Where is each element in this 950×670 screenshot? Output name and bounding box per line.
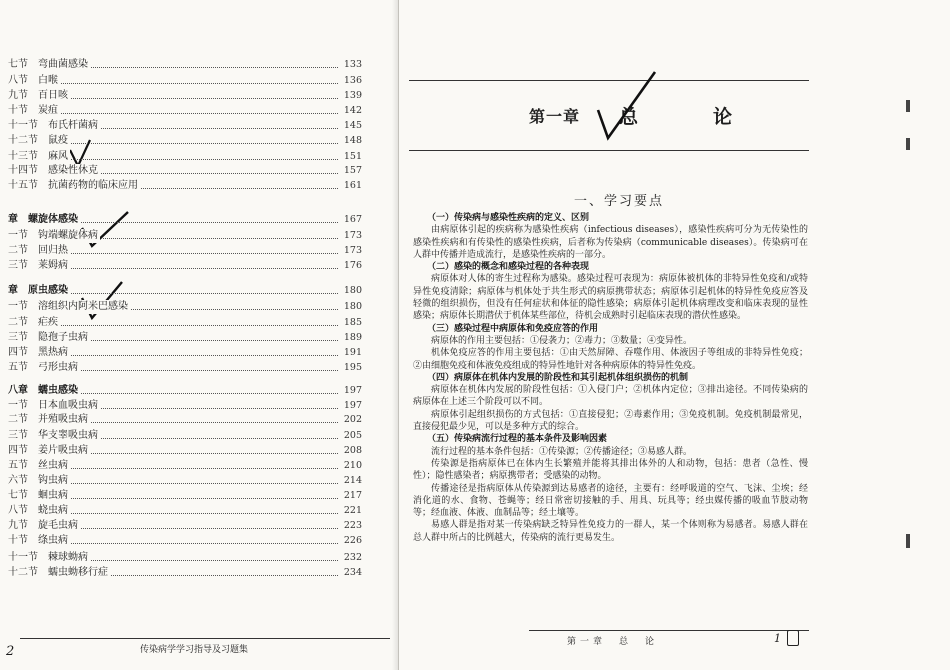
toc-entry-label: 七节 蛔虫病: [8, 490, 68, 501]
toc-entry: [0, 459, 362, 473]
toc-entry-label: 十节 炭疽: [8, 105, 58, 116]
toc-entry-page: 223: [340, 519, 362, 533]
book-title: 传染病学学习指导及习题集: [140, 645, 249, 655]
toc-entry-label: 二节 并殖吸虫病: [8, 414, 88, 425]
left-page-number: 2: [6, 644, 15, 659]
toc-entry: [0, 164, 362, 178]
toc-entry: [0, 74, 362, 88]
toc-entry-label: 五节 弓形虫病: [8, 362, 78, 373]
toc-entry-page: 232: [340, 551, 362, 565]
toc-entry-label: 一节 日本血吸虫病: [8, 400, 98, 411]
toc-entry-page: 217: [340, 489, 362, 503]
toc-entry-label: 十三节 麻风: [8, 151, 68, 162]
footer-rule: [20, 638, 390, 639]
toc-entry-page: 167: [340, 213, 362, 227]
paragraph: 易感人群是指对某一传染病缺乏特异性免疫力的一群人，某一个体则称为易感者。易感人群在总人群中所占的比例越大，传染病的流行更易发生。: [413, 520, 808, 543]
footer-chapter: 第一章 总 论: [567, 637, 659, 647]
toc-entry-label: 十节 绦虫病: [8, 535, 68, 546]
toc-entry-page: 210: [340, 459, 362, 473]
chapter-label: 第一章: [529, 107, 581, 126]
left-page: [0, 0, 399, 670]
section-title: 一、学习要点: [574, 194, 665, 209]
toc-entry: [0, 566, 362, 580]
toc-entry-page: 221: [340, 504, 362, 518]
subsection-heading: （四）病原体在机体内发展的阶段性和其引起机体组织损伤的机制: [427, 372, 689, 383]
toc-entry-label: 一节 溶组织内阿米巴感染: [8, 301, 128, 312]
toc-entry-label: 三节 华支睾吸虫病: [8, 430, 98, 441]
footer-rule: [529, 630, 809, 631]
right-page: [399, 0, 950, 670]
toc-entry-page: 202: [340, 413, 362, 427]
toc-entry-label: 章 螺旋体感染: [8, 214, 78, 225]
toc-entry-label: 三节 隐孢子虫病: [8, 332, 88, 343]
right-page-number: 1: [774, 632, 781, 645]
toc-entry: [0, 346, 362, 360]
toc-entry: [0, 119, 362, 133]
toc-entry: [0, 534, 362, 548]
toc-entry-page: 180: [340, 300, 362, 314]
toc-entry: [0, 134, 362, 148]
toc-entry-page: 234: [340, 566, 362, 580]
right-page-footer: [399, 630, 950, 660]
toc-entry-label: 四节 姜片吸虫病: [8, 445, 88, 456]
toc-entry-page: 173: [340, 229, 362, 243]
toc-entry-page: 205: [340, 429, 362, 443]
toc-entry: [0, 213, 362, 227]
toc-entry-page: 173: [340, 244, 362, 258]
toc-entry: [0, 229, 362, 243]
corner-box: [787, 630, 799, 646]
toc-entry-label: 八节 白喉: [8, 75, 58, 86]
toc-entry: [0, 316, 362, 330]
toc-entry-page: 148: [340, 134, 362, 148]
toc-entry: [0, 331, 362, 345]
left-page-footer: [0, 636, 398, 666]
paragraph: 传染源是指病原体已在体内生长繁殖并能将其排出体外的人和动物，包括：患者（急性、慢性）；隐性感染者；病原携带者；受感染的动物。: [413, 458, 808, 482]
toc-entry-label: 十二节 鼠疫: [8, 135, 68, 146]
toc-entry: [0, 474, 362, 488]
toc-entry-label: 一节 钩端螺旋体病: [8, 230, 98, 241]
toc-entry-page: 197: [340, 399, 362, 413]
toc-entry: [0, 413, 362, 427]
paragraph: 流行过程的基本条件包括：①传染源；②传播途径；③易感人群。: [431, 446, 693, 457]
toc-entry-page: 176: [340, 259, 362, 273]
subsection-heading: （一）传染病与感染性疾病的定义、区别: [427, 213, 590, 223]
toc-entry: [0, 150, 362, 164]
subsection-heading: （五）传染病流行过程的基本条件及影响因素: [427, 434, 608, 445]
toc-entry-label: 十一节 棘球蚴病: [8, 552, 88, 563]
toc-entry-label: 五节 丝虫病: [8, 460, 68, 471]
toc-entry: [0, 58, 362, 72]
toc-entry-label: 三节 莱姆病: [8, 260, 68, 271]
toc-entry: [0, 489, 362, 503]
toc-entry-label: 六节 钩虫病: [8, 475, 68, 486]
toc-entry-page: 191: [340, 346, 362, 360]
toc-entry-page: 189: [340, 331, 362, 345]
paragraph: 传播途径是指病原体从传染源到达易感者的途径，主要有：经呼吸道的空气、飞沫、尘埃；经消化道的水、食物、苍蝇等；经日常密切接触的手、用具、玩具等；经虫媒传播的吸血节肢动物等；经血液、体液、血制品等；经土壤等。: [413, 483, 808, 519]
toc-entry: [0, 519, 362, 533]
toc-entry-label: 十一节 布氏杆菌病: [8, 120, 98, 131]
paragraph: 病原体在机体内发展的阶段性包括：①入侵门户；②机体内定位；③排出途径。不同传染病的病原体在上述三个阶段可以不同。: [413, 385, 808, 408]
toc-entry-page: 180: [340, 284, 362, 298]
toc-entry-page: 208: [340, 444, 362, 458]
toc-entry-label: 九节 百日咳: [8, 90, 68, 101]
toc-entry-page: 133: [340, 58, 362, 72]
toc-entry-label: 章 原虫感染: [8, 285, 68, 296]
paragraph: 病原体引起组织损伤的方式包括：①直接侵犯；②毒素作用；③免疫机制。免疫机制最常见，直接侵犯最少见，可以是多种方式的综合。: [413, 409, 808, 433]
paragraph: 由病原体引起的疾病称为感染性疾病（infectious diseases），感染性疾病可分为无传染性的感染性疾病和有传染性的感染性疾病，后者称为传染病（communicable diseases）。传染病可在人群中传播并造成流行，是感染性疾病的一部分。: [413, 225, 808, 260]
toc-entry: [0, 300, 362, 314]
toc-entry-label: 八节 蛲虫病: [8, 505, 68, 516]
toc-entry-page: 195: [340, 361, 362, 375]
chapter-title: 总 论: [619, 106, 761, 128]
toc-entry: [0, 399, 362, 413]
subsection-heading: （三）感染过程中病原体和免疫应答的作用: [427, 323, 599, 334]
paragraph: 病原体的作用主要包括：①侵袭力；②毒力；③数量；④变异性。: [431, 335, 693, 346]
toc-entry: [0, 284, 362, 298]
toc-entry-label: 四节 黑热病: [8, 347, 68, 358]
toc-entry-page: 157: [340, 164, 362, 178]
chapter-rule-top: [409, 80, 809, 81]
toc-entry: [0, 429, 362, 443]
toc-entry-label: 二节 疟疾: [8, 317, 58, 328]
toc-entry-page: 161: [340, 179, 362, 193]
toc-entry: [0, 179, 362, 193]
paragraph: 机体免疫应答的作用主要包括：①由天然屏障、吞噬作用、体液因子等组成的非特异性免疫；②由细胞免疫和体液免疫组成的特异性地针对各种病原体的特异性免疫。: [413, 348, 808, 371]
toc-entry-label: 十五节 抗菌药物的临床应用: [8, 180, 138, 191]
toc-entry: [0, 504, 362, 518]
toc-entry: [0, 104, 362, 118]
toc-entry-label: 十二节 蠕虫蚴移行症: [8, 567, 108, 578]
toc-entry: [0, 244, 362, 258]
toc-entry: [0, 361, 362, 375]
toc-entry-label: 二节 回归热: [8, 245, 68, 256]
toc-entry-label: 七节 弯曲菌感染: [8, 59, 88, 70]
chapter-rule-bottom: [409, 150, 809, 151]
toc-entry: [0, 384, 362, 398]
toc-entry: [0, 444, 362, 458]
toc-entry-page: 142: [340, 104, 362, 118]
toc-entry-page: 136: [340, 74, 362, 88]
toc-entry-page: 139: [340, 89, 362, 103]
toc-entry: [0, 259, 362, 273]
body-text: [413, 212, 808, 544]
toc-entry-page: 145: [340, 119, 362, 133]
toc-entry: [0, 551, 362, 565]
toc-entry-label: 九节 旋毛虫病: [8, 520, 78, 531]
toc-entry-label: 八章 蠕虫感染: [8, 385, 78, 396]
paragraph: 病原体对人体的寄生过程称为感染。感染过程可表现为：病原体被机体的非特异性免疫和/或特异性免疫清除；病原体与机体处于共生形式的病原携带状态；病原体引起机体的特异性免疫应答及轻微的组织损伤，但没有任何症状和体征的隐性感染；病原体引起机体病理改变和临床表现的显性感染；病原体长期潜伏于机体某些部位，待机会成熟时引起临床表现的潜伏性感染。: [413, 274, 808, 322]
toc-entry-page: 226: [340, 534, 362, 548]
subsection-heading: （二）感染的概念和感染过程的各种表现: [427, 262, 590, 273]
toc-entry-page: 214: [340, 474, 362, 488]
toc-entry: [0, 89, 362, 103]
toc-entry-page: 185: [340, 316, 362, 330]
toc-entry-page: 197: [340, 384, 362, 398]
toc-entry-label: 十四节 感染性休克: [8, 165, 98, 176]
toc-entry-page: 151: [340, 150, 362, 164]
